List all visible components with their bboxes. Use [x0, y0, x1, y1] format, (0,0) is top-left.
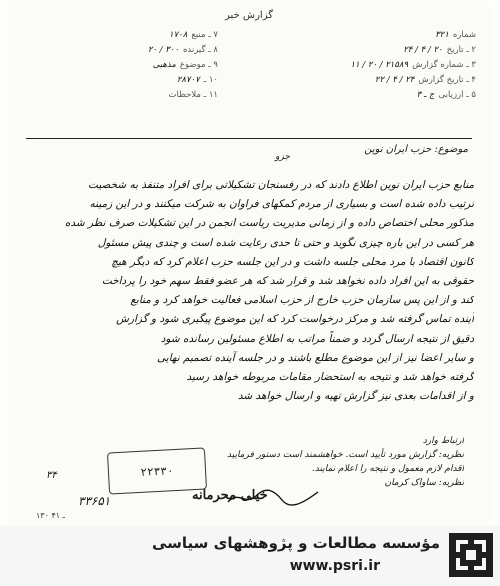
body-line: گرفته خواهد شد و نتیجه به استحضار مقامات مربوطه خواهد رسید — [186, 371, 474, 384]
body-line: حقوقی به این افراد داده نخواهد شد و قرار شد که هر عضو فقط سهم خود را پرداخت — [101, 275, 474, 288]
stamp-number: ۳۳۶۵۱ — [78, 494, 111, 508]
margin-scribble: جزو — [275, 152, 290, 162]
header-field: شماره ۳۲۱ — [435, 30, 476, 40]
margin-note: ۳۴ — [46, 470, 57, 481]
handwritten-body — [24, 176, 474, 406]
body-line: کند و از این پس سازمان حزب خارج از حزب اسلامی فعالیت خواهد کرد و منابع — [130, 294, 474, 307]
header-field: ۴ ـ تاریخ گزارش ۲۴ / ۴ / ۲۲ — [374, 75, 476, 85]
body-line: و سایر اعضا نیز از این موضوع مطلع باشند و در جلسه آینده تصمیم نهایی — [157, 351, 474, 364]
document-subject: موضوع: حزب ایران نوین — [364, 144, 468, 155]
header-field: ۹ ـ موضوع مذهبی — [152, 60, 218, 70]
institute-url[interactable]: www.psri.ir — [289, 558, 380, 574]
header-field: ۱۱ ـ ملاحظات — [168, 90, 218, 100]
closing-line: اقدام لازم معمول و نتیجه را اعلام نمایند. — [311, 464, 464, 474]
closing-line: نظریه: ساواک کرمان — [384, 478, 464, 488]
header-field: ۱۰ ـ ۲۸۷۰۷ — [176, 75, 218, 85]
header-field: ۵ ـ ارزیابی ج ـ ۳ — [416, 90, 476, 100]
psri-logo-icon — [448, 532, 494, 578]
body-line: دقیق از نتیجه ارسال گردد و ضمناً مراتب به اطلاع مسئولین رسانده شود — [160, 332, 474, 345]
header-left-fields — [18, 28, 218, 103]
body-line: مذکور محلی اختصاص داده و از زمانی مدیریت ریاست انجمن در این تشکیلات صرف نظر شده — [64, 217, 474, 230]
header-divider — [26, 138, 472, 139]
confidential-label: خیلی محرمانه — [192, 488, 268, 503]
body-line: کانون اقتصاد با مرد محلی جلسه داشت و در این جلسه حزب اعلام کرد که دیگر هیچ — [111, 255, 474, 268]
institute-name: مؤسسه مطالعات و پژوهشهای سیاسی — [151, 534, 440, 552]
header-field: ۳ ـ شماره گزارش ۲۱۵۸۹ / ۲۰ / ۱۱ — [350, 60, 476, 70]
body-line: و از اقدامات بعدی نیز گزارش تهیه و ارسال خواهد شد — [237, 390, 474, 403]
footer-bar — [0, 526, 500, 586]
registration-stamp: ۲۲۳۳۰ — [107, 447, 207, 494]
header-right-fields — [266, 28, 476, 103]
header-field: ۸ ـ گیرنده ۳۰۰ / ۲۰ — [147, 45, 218, 55]
document-archive-number: ۱۳۰ ـ ۴۱ — [36, 511, 65, 520]
scanned-document — [8, 6, 490, 526]
header-field: ۷ ـ منبع ۱۷۰۸ — [169, 30, 218, 40]
body-line: منابع حزب ایران نوین اطلاع دادند که در رفسنجان تشکیلاتی برای افراد متنفذ به شخصیت — [88, 179, 474, 191]
header-field: ۲ ـ تاریخ ۲۰ / ۴ / ۲۴ — [403, 45, 476, 55]
body-line: هر کسی در این باره چیزی نگوید و حتی تا حدی رعایت شده است و چندی پیش مسئول — [97, 236, 474, 249]
header-title: گزارش خبر — [225, 10, 273, 21]
closing-line: ارتباط وارد — [422, 436, 464, 446]
closing-line: نظریه: گزارش مورد تأیید است. خواهشمند است دستور فرمایید — [227, 450, 464, 460]
closing-notes — [24, 434, 464, 490]
body-line: آینده تماس گرفته شد و مرکز درخواست کرد که این موضوع پیگیری شود و گزارش — [116, 313, 474, 326]
body-line: ترتیب داده شده است و بسیاری از مردم کمکهای فراوان به شرکت میکنند و در این زمینه — [89, 198, 474, 211]
